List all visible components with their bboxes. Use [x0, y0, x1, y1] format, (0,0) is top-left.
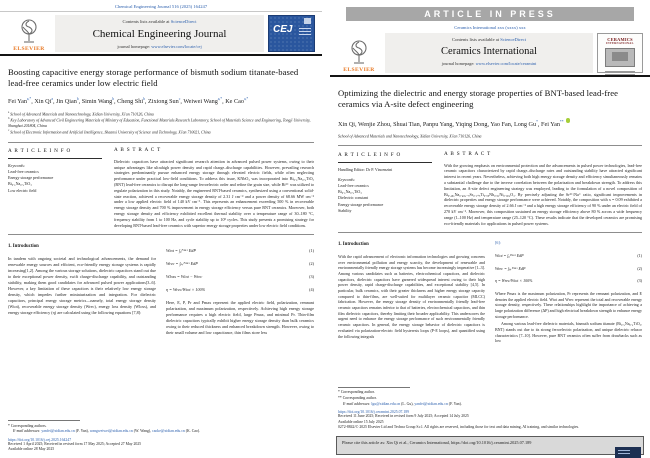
- email-line: [8, 429, 314, 435]
- intro-heading: 1. Introduction: [338, 242, 369, 248]
- equation-list: [495, 253, 642, 284]
- equation: Wrec = ∫ₚᵣᴾᵐᵃˣ EdP (2): [495, 265, 642, 271]
- keyword: Dielectric constant: [338, 195, 369, 201]
- author: Cheng Shi$^b$,: [117, 97, 148, 106]
- author: Weiwei Wang$^{a,*}$,: [183, 97, 226, 106]
- page-footer: [8, 420, 314, 453]
- homepage-line: [57, 44, 262, 49]
- running-head: Ceramics International xxx (xxxx) xxx: [454, 25, 526, 30]
- masthead-rule: [0, 54, 322, 56]
- contents-prefix: Contents lists available at: [122, 19, 170, 24]
- cej-cover-label: CEJ: [273, 24, 293, 35]
- masthead-band: [55, 15, 264, 52]
- author-affiliation-mark: b: [76, 97, 79, 102]
- abstract-heading: A B S T R A C T: [444, 151, 492, 158]
- email-link[interactable]: yanfei@xidian.edu.cn: [41, 429, 75, 434]
- equation: Wtot = ∫₀ᴾᵐᵃˣ EdP (1): [166, 248, 314, 254]
- affiliation: $^c$ School of Electronic Information and Artificial Intelligence, Shaanxi University of Science and Technology, Xi'an 710021, China: [8, 129, 211, 135]
- ceramics-cover-thumbnail: [597, 33, 643, 73]
- doi-link[interactable]: https://doi.org/10.1016/j.ceramint.2025.07.189: [338, 409, 410, 414]
- abstract-column: [444, 151, 642, 226]
- abstract-heading: A B S T R A C T: [114, 147, 162, 154]
- equation: η = Wrec/Wtot × 100% (3): [495, 278, 642, 284]
- abstract-column: [114, 147, 314, 228]
- keyword: Energy storage performance: [338, 201, 384, 207]
- email-link[interactable]: lgu@xidian.edu.cn: [371, 401, 401, 406]
- author-affiliation-mark: b: [143, 97, 145, 102]
- author: Yiqing Dong,: [455, 120, 491, 128]
- available-line: Available online 15 July 2025: [338, 419, 384, 424]
- received-line: Received 11 June 2025; Received in revised form 9 July 2025; Accepted 14 July 2025: [338, 413, 469, 418]
- paper-title: Boosting capacitive energy storage performance of bismuth sodium titanate-based lead-free ceramics under low electric field: [8, 67, 299, 89]
- handling-editor: Handling Editor: Dr P. Vincenzini: [338, 166, 393, 172]
- email-list: [371, 402, 461, 406]
- homepage-prefix: journal homepage:: [117, 44, 151, 49]
- email-label: E-mail addresses:: [13, 429, 41, 434]
- cover-decoration: [618, 450, 630, 451]
- homepage-line: [387, 61, 591, 66]
- equation: Wtot = ∫₀ᴾᵐᵃˣ EdP (1): [495, 252, 642, 258]
- body-paragraph: Among various lead-free dielectric materials, bismuth sodium titanate (Bi₀.₅Na₀.₅TiO₃, BNT) stands out due to its strong ferroelectric polarization, and unique dielectric relaxor characteristics [7–10]. However, pure BNT ceramics often suffer from drawbacks such as low: [495, 321, 642, 344]
- affiliation: $^b$ Key Laboratory of Advanced Civil Engineering Materials of Ministry of Education, Functional Materials Research Laboratory, School of Materials Science and Engineering, Tongji University, Shanghai 201804, China: [8, 116, 311, 129]
- intro-paragraph: With the rapid advancement of electronic information technologies and growing concerns over environmental pollution and energy scarcity, the development of renewable and environmentally friendly energy storage systems has become increasingly imperative [1–3]. Among various candidates such as batteries, electrochemical capacitors, and dielectric capacitors, dielectric capacitors have garnered widespread interest owing to their high power density, rapid charge-discharge capabilities, and exceptional stability [4,5]. In particular, bulk ceramics, with their greater thickness and higher energy storage capacity compared to thin-films, are well-suited for multilayer ceramic capacitor (MLCC) fabrication. However, the energy storage density of environmentally friendly lead-free ceramic capacitors remains inferior to that of batteries, electrochemical capacitors, and thin film dielectric capacitors, thereby limiting their broader applicability. This underscores the urgent need to enhance the energy storage performance of such environmentally friendly ceramic capacitors. In general, the energy storage behavior of dielectric capacitors is evaluated via polarization-electric field hysteresis loops (P-E loops), and quantified using the following integrals: [338, 254, 485, 339]
- body-left-column: [338, 239, 485, 344]
- email-link[interactable]: yanfei@xidian.edu.cn: [414, 401, 448, 406]
- cover-photo: [605, 48, 635, 67]
- cej-cover-thumbnail: [268, 15, 315, 52]
- affiliation: School of Advanced Materials and Nanotechnology, Xidian University, Xi'an 710126, China: [338, 134, 482, 139]
- elsevier-wordmark: ELSEVIER: [343, 67, 375, 73]
- running-head: Chemical Engineering Journal 516 (2025) 164247: [114, 4, 208, 9]
- divider: [8, 142, 314, 143]
- journal-name: Chemical Engineering Journal: [92, 28, 227, 40]
- author-affiliation-mark: a,*: [243, 97, 249, 102]
- orcid-icon[interactable]: [566, 118, 571, 123]
- affiliation-list: [8, 111, 314, 136]
- available-line: Available online 28 May 2025: [8, 447, 55, 452]
- abstract-text: Dielectric capacitors have attracted significant research attention in advanced pulsed power systems, owing to their unique advantages like ultrahigh power density and rapid charge–discharge capabilities. However, prevailing research strategies predominantly pursue enhanced energy storage through elevated electric fields, while often neglecting performance under practical low-field conditions. To address this issue, KNbO₃ was incorporated into Bi₀.₅Na₀.₅TiO₃ (BNT) lead-free ceramics to disrupt the long-range ferroelectric order and refine the grain size, while Bi³⁺ was utilized to regulate polarization in this study. Notably, the engineered BNT-based ceramics, synthesized using a conventional solid-state reaction, achieved a recoverable energy storage density of 2.31 J cm⁻³ and a power density of 68.66 MW cm⁻³ under a low applied electric field of 140 kV cm⁻¹. This represents an enhancement exceeding 500 % in recoverable energy storage density and 700 % improvement in energy storage efficiency versus pure BNT ceramics. Moreover, both energy storage density and efficiency exhibited excellent thermal stability over a temperature range of 30–180 °C, frequency stability from 1 to 100 Hz, and cycle stability up to 10⁵ cycles. This study presents a promising strategy for developing BNT-based lead-free ceramics with superior energy storage properties under low electric field conditions.: [114, 158, 314, 228]
- cover-decoration: [299, 28, 311, 29]
- author-affiliation-mark: a,*: [26, 97, 32, 102]
- intro-paragraph: In tandem with ongoing societal and technological advancements, the demand for renewable energy sources and efficient, eco-friendly energy storage systems is rapidly increasing[1,2]. Among the various storage solutions, dielectric capacitors stand out due to their exceptional power density, swift charge-discharge capability, and outstanding stability, making them good candidates for advanced pulsed power applications[3–6]. However, a key limitation of these capacitors is their relatively low energy storage density, which impedes further miniaturization and integration. For dielectric capacitors, principal energy storage metrics—namely, total energy storage density (Wtot), recoverable energy storage density (Wrec), energy loss density (Wloss), and energy storage efficiency (η) are calculated using the following equations [7,8]:: [8, 256, 156, 315]
- keyword-list: [8, 169, 102, 194]
- abstract-text: With the growing emphasis on environmental protection and the advancements in pulsed power technologies, lead-free ceramic capacitors characterized by rapid charge–discharge rates and outstanding stability have attracted significant interest in recent years. Nevertheless, achieving both high energy storage density and efficiency simultaneously remains a substantial challenge due to the inverse correlation between the polarization and breakdown strength. To address this limitation, an A-site defect engineering strategy was employed, leading to the formulation of a novel composition of Bi₀.₄₈₅Na₀.₄₈₅₋ₓSr₀.₁₊ₓTi₀.₉₉Nb₀.₀₁Ni₀.₀₀₅O₃. By precisely adjusting the Sr²⁺/Na⁺ ratio, significant improvements in dielectric properties and energy storage performance were achieved. Notably, the composition with x = 0.09 exhibited a recoverable energy storage density of 2.66 J cm⁻³ and a high energy storage efficiency of 90 % under an electric field of 270 kV cm⁻¹. Moreover, this composition sustained an energy storage efficiency above 80 % across a wide frequency range (1–100 Hz) and temperature range (25–120 °C). These results indicate that the developed ceramics are promising eco-friendly materials for applications in pulsed power systems.: [444, 162, 642, 226]
- cej-paper-page: [0, 0, 322, 458]
- corresponding-note: * Corresponding authors.: [8, 423, 47, 428]
- masthead-rule: [330, 75, 650, 77]
- author: Shuai Tian,: [393, 120, 423, 128]
- intro-heading: 1. Introduction: [8, 244, 39, 250]
- body-columns: [338, 239, 642, 344]
- author-list: [8, 97, 314, 106]
- masthead-band: [385, 33, 593, 73]
- author: Fei Yan**: [541, 119, 564, 128]
- author: Fei Yan$^{a,*}$,: [8, 97, 35, 106]
- next-page-cover-fragment: [615, 447, 641, 458]
- article-info-heading: A R T I C L E I N F O: [8, 148, 72, 155]
- email-link[interactable]: caoke@xidian.edu.cn: [152, 429, 185, 434]
- corresponding-note-2: ** Corresponding author.: [338, 396, 377, 401]
- homepage-link[interactable]: www.elsevier.com/locate/cej: [151, 44, 202, 49]
- author-affiliation-mark: **: [559, 119, 564, 124]
- body-right-column: [166, 241, 314, 336]
- author: Wenjie Zhou,: [358, 120, 394, 128]
- body-paragraph: Here, E, P, Pr and Pmax represent the applied electric field, polarization, remnant polarization, and maximum polarization, respectively. Achieving high energy storage performance requires a high electric field, large Pmax, and minimal Pr. Thin-film dielectric capacitors typically exhibit higher energy storage density than bulk ceramics owing to their reduced thickness and enhanced breakdown strength. However, owing to their small volume and low capacitance, thin films store less: [166, 300, 314, 335]
- author-affiliation-mark: a,*: [217, 97, 223, 102]
- info-abstract-section: [338, 151, 642, 226]
- equation: η = Wrec/Wtot × 100% (4): [166, 287, 314, 293]
- cover-decoration: [605, 71, 635, 72]
- email-label: E-mail addresses:: [343, 401, 371, 406]
- article-info-column: [338, 151, 432, 226]
- equation: Wloss = Wtot − Wrec (3): [166, 274, 314, 280]
- copyright-line: 0272-8842/© 2025 Elsevier Ltd and Techna Group S.r.l. All rights are reserved, including those for text and data mining, AI training, and similar technologies.: [338, 425, 580, 430]
- article-info-heading: A R T I C L E I N F O: [338, 152, 402, 159]
- elsevier-wordmark: ELSEVIER: [13, 46, 45, 52]
- equation-list: [166, 248, 314, 293]
- divider: [8, 234, 314, 235]
- author: Jin Qian$^b$,: [56, 97, 82, 106]
- email-entry: wangweiwei@xidian.edu.cn (W. Wang),: [89, 429, 153, 434]
- paper-title: Optimizing the dielectric and energy storage properties of BNT-based lead-free ceramics via A-site defect engineering: [338, 88, 619, 110]
- journal-name: Ceramics International: [441, 46, 537, 57]
- email-entry: caoke@xidian.edu.cn (K. Cao).: [152, 429, 201, 434]
- elsevier-tree-icon: [16, 18, 42, 45]
- keyword: Bi₀.₅Na₀.₅TiO₃: [8, 181, 32, 187]
- footnote-rule: [8, 420, 80, 421]
- affiliation: $^a$ School of Advanced Materials and Nanotechnology, Xidian University, Xi'an 710126, China: [8, 110, 154, 116]
- article-in-press-banner: ARTICLE IN PRESS: [346, 7, 634, 21]
- equation: Wrec = ∫ₚᵣᴾᵐᵃˣ EdP (2): [166, 261, 314, 267]
- corresponding-note: * Corresponding author.: [338, 390, 375, 395]
- author-list: [338, 118, 642, 129]
- divider: [338, 145, 642, 146]
- homepage-link[interactable]: www.elsevier.com/locate/ceramint: [475, 61, 537, 66]
- author-affiliation-mark: c: [178, 97, 181, 102]
- keyword: Stability: [338, 207, 352, 213]
- cover-decoration: [304, 18, 311, 24]
- email-entry: yanfei@xidian.edu.cn (F. Yan),: [41, 429, 90, 434]
- journal-masthead: [7, 15, 315, 52]
- body-paragraph: Where Pmax is the maximum polarization, Pr represents the remnant polarization, and E denotes the applied electric field. Wtot and Wrec represent the total and recoverable energy storage density, respectively. These relationships highlight the importance of achieving a large polarization difference (ΔP) and high electrical breakdown strength to enhance energy storage performance.: [495, 290, 642, 319]
- sciencedirect-link[interactable]: ScienceDirect: [170, 19, 197, 24]
- ceramics-cover-subtitle: INTERNATIONAL: [606, 42, 634, 45]
- author: Xin Qi,: [338, 120, 358, 128]
- citation-notice-box: Please cite this article as: Xin Qi et al., Ceramics International, https://doi.org/10.1016/j.ceramint.2025.07.189: [336, 436, 644, 455]
- body-left-column: [8, 241, 156, 336]
- email-entry: yanfei@xidian.edu.cn (F. Yan).: [414, 401, 462, 406]
- sciencedirect-link[interactable]: ScienceDirect: [500, 37, 526, 42]
- email-list: [41, 429, 200, 433]
- cover-photo-detail: [612, 52, 628, 61]
- author: Simin Wang$^b$,: [81, 97, 118, 106]
- article-info-column: [8, 147, 102, 228]
- keywords-label: Keywords:: [338, 176, 356, 182]
- author: Zixiong Sun$^c$,: [147, 97, 184, 106]
- elsevier-tree-icon: [346, 39, 372, 66]
- keyword: Lead-free ceramics: [8, 169, 39, 175]
- footnote-rule: [338, 387, 410, 388]
- keyword: Bi₀.₅Na₀.₅TiO₃: [338, 189, 362, 195]
- affiliation-list: [338, 133, 642, 139]
- author: Ke Cao$^{a,*}$: [225, 97, 249, 106]
- journal-masthead: [337, 33, 643, 73]
- info-abstract-section: [8, 147, 314, 228]
- received-line: Received 1 April 2025; Received in revised form 17 May 2025; Accepted 27 May 2025: [8, 441, 142, 446]
- body-columns: [8, 241, 314, 336]
- keyword: Lead-free ceramics: [338, 183, 369, 189]
- divider: [8, 158, 102, 159]
- keyword-list: [338, 183, 432, 214]
- elsevier-logo: [337, 33, 381, 73]
- author: Long Gu*,: [513, 119, 541, 128]
- ceramics-cover-title: CERAMICS: [607, 37, 633, 42]
- author: Xin Qi$^a$,: [34, 97, 57, 106]
- page-footer: [338, 387, 642, 431]
- divider: [0, 11, 322, 12]
- email-entry: lgu@xidian.edu.cn (L. Gu),: [371, 401, 415, 406]
- author-affiliation-mark: b: [112, 97, 115, 102]
- keyword: Low electric field: [8, 187, 37, 193]
- author: Yao Fan,: [490, 120, 514, 128]
- divider: [338, 232, 642, 233]
- author-affiliation-mark: a: [51, 97, 53, 102]
- email-link[interactable]: wangweiwei@xidian.edu.cn: [89, 429, 133, 434]
- email-line: [338, 402, 642, 408]
- divider: [338, 162, 432, 163]
- keywords-label: Keywords:: [8, 162, 26, 168]
- contents-line: [387, 37, 591, 42]
- keyword: Energy storage performance: [8, 175, 54, 181]
- reference-marker[interactable]: [6]:: [495, 240, 501, 246]
- author: Panpu Yang,: [422, 120, 456, 128]
- ceramics-paper-page: [330, 0, 650, 458]
- homepage-prefix: journal homepage:: [441, 61, 475, 66]
- contents-prefix: Contents lists available at: [452, 37, 500, 42]
- elsevier-logo: [7, 15, 51, 52]
- body-right-column: [495, 239, 642, 344]
- doi-link[interactable]: https://doi.org/10.1016/j.cej.2025.164247: [8, 437, 72, 442]
- contents-line: [57, 19, 262, 24]
- author-affiliation-mark: *: [536, 119, 538, 124]
